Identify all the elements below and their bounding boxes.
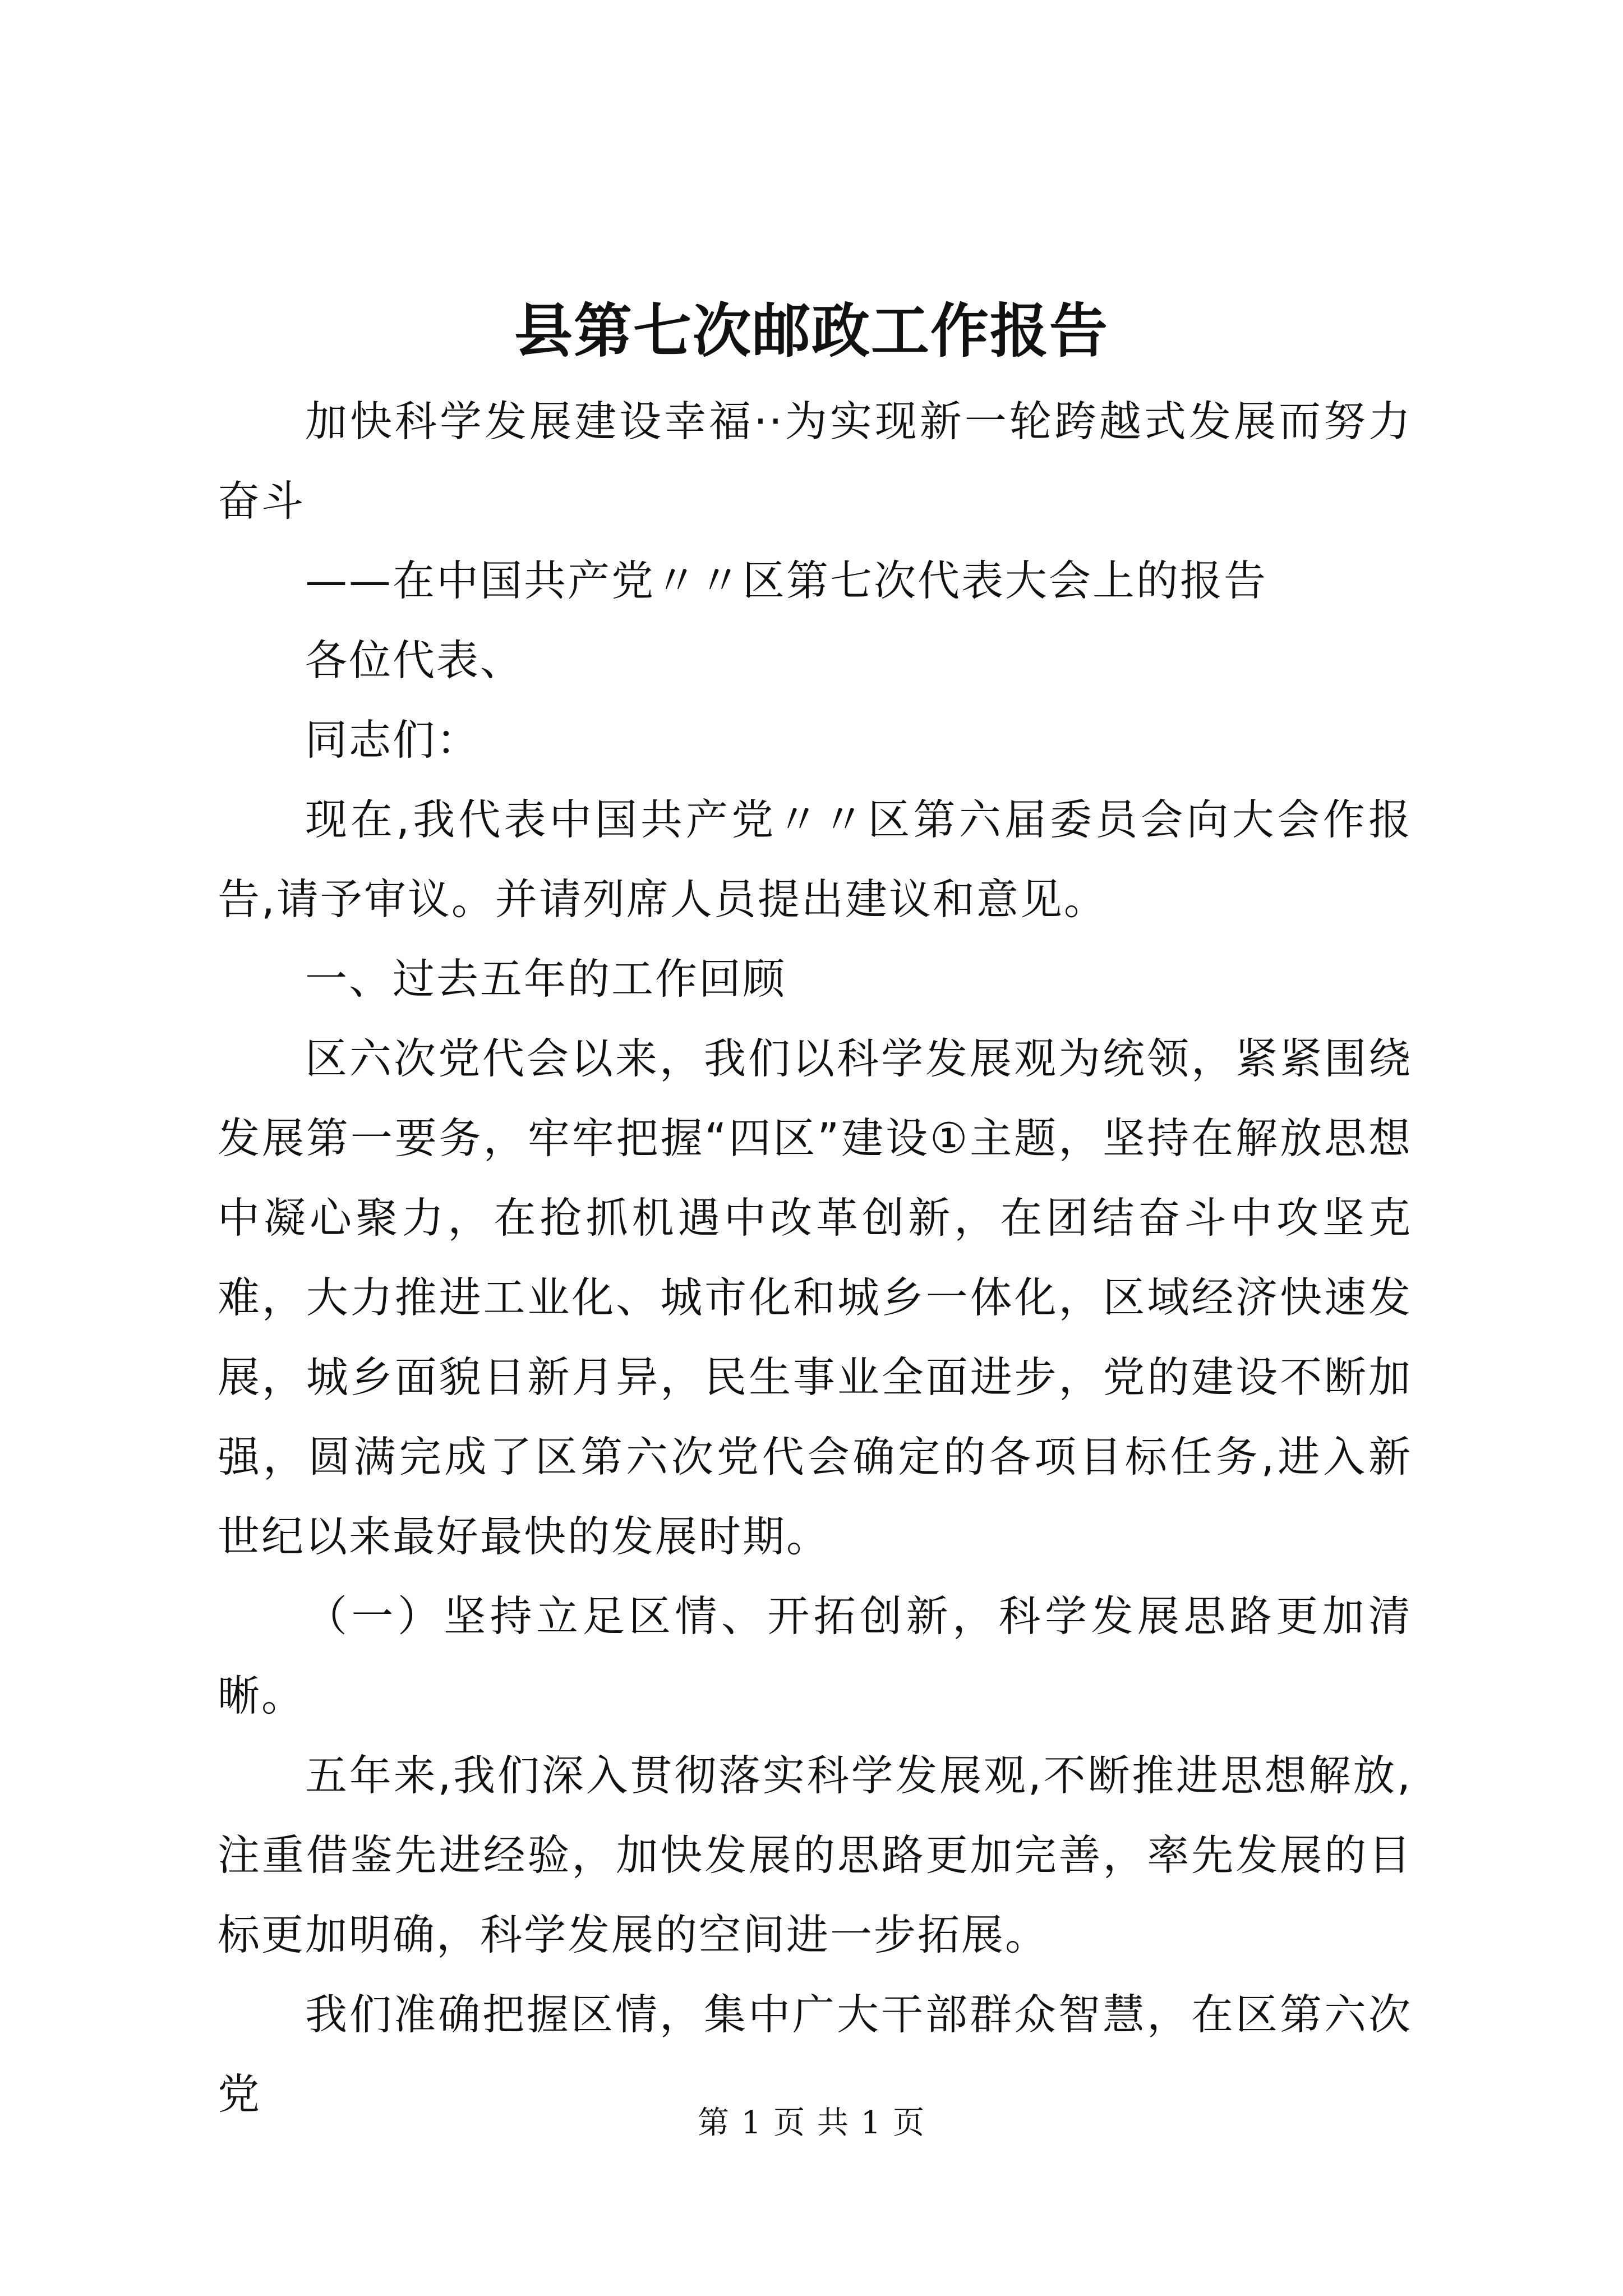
body-paragraph: 五年来,我们深入贯彻落实科学发展观,不断推进思想解放,注重借鉴先进经验，加快发展的思路更加完善，率先发展的目标更加明确，科学发展的空间进一步拓展。 <box>218 1751 1412 1959</box>
body-paragraph: 我们准确把握区情，集中广大干部群众智慧，在区第六次党 <box>218 1990 1412 2119</box>
body-paragraph: 区六次党代会以来，我们以科学发展观为统领，紧紧围绕发展第一要务，牢牢把握“四区”建设①主题，坚持在解放思想中凝心聚力，在抢抓机遇中改革创新，在团结奋斗中攻坚克难，大力推进工业化、城市化和城乡一体化，区域经济快速发展，城乡面貌日新月异，民生事业全面进步，党的建设不断加强，圆满完成了区第六次党代会确定的各项目标任务,进入新世纪以来最好最快的发展时期。 <box>218 1034 1412 1561</box>
salutation-delegates: 各位代表、 <box>305 636 524 685</box>
document-body <box>218 381 1412 2134</box>
section-heading: 一、过去五年的工作回顾 <box>305 954 787 1004</box>
subtitle-paragraph: 加快科学发展建设幸福··为实现新一轮跨越式发展而努力奋斗 <box>218 397 1412 526</box>
byline-paragraph: ——在中国共产党〃〃区第七次代表大会上的报告 <box>305 556 1268 605</box>
page-footer: 第 1 页 共 1 页 <box>697 2105 926 2141</box>
subsection-heading: （一）坚持立足区情、开拓创新，科学发展思路更加清晰。 <box>218 1591 1412 1720</box>
salutation-comrades: 同志们： <box>305 715 481 765</box>
document-title: 县第七次邮政工作报告 <box>514 296 1109 365</box>
body-paragraph: 现在,我代表中国共产党〃〃区第六届委员会向大会作报告,请予审议。并请列席人员提出建议和意见。 <box>218 795 1412 924</box>
